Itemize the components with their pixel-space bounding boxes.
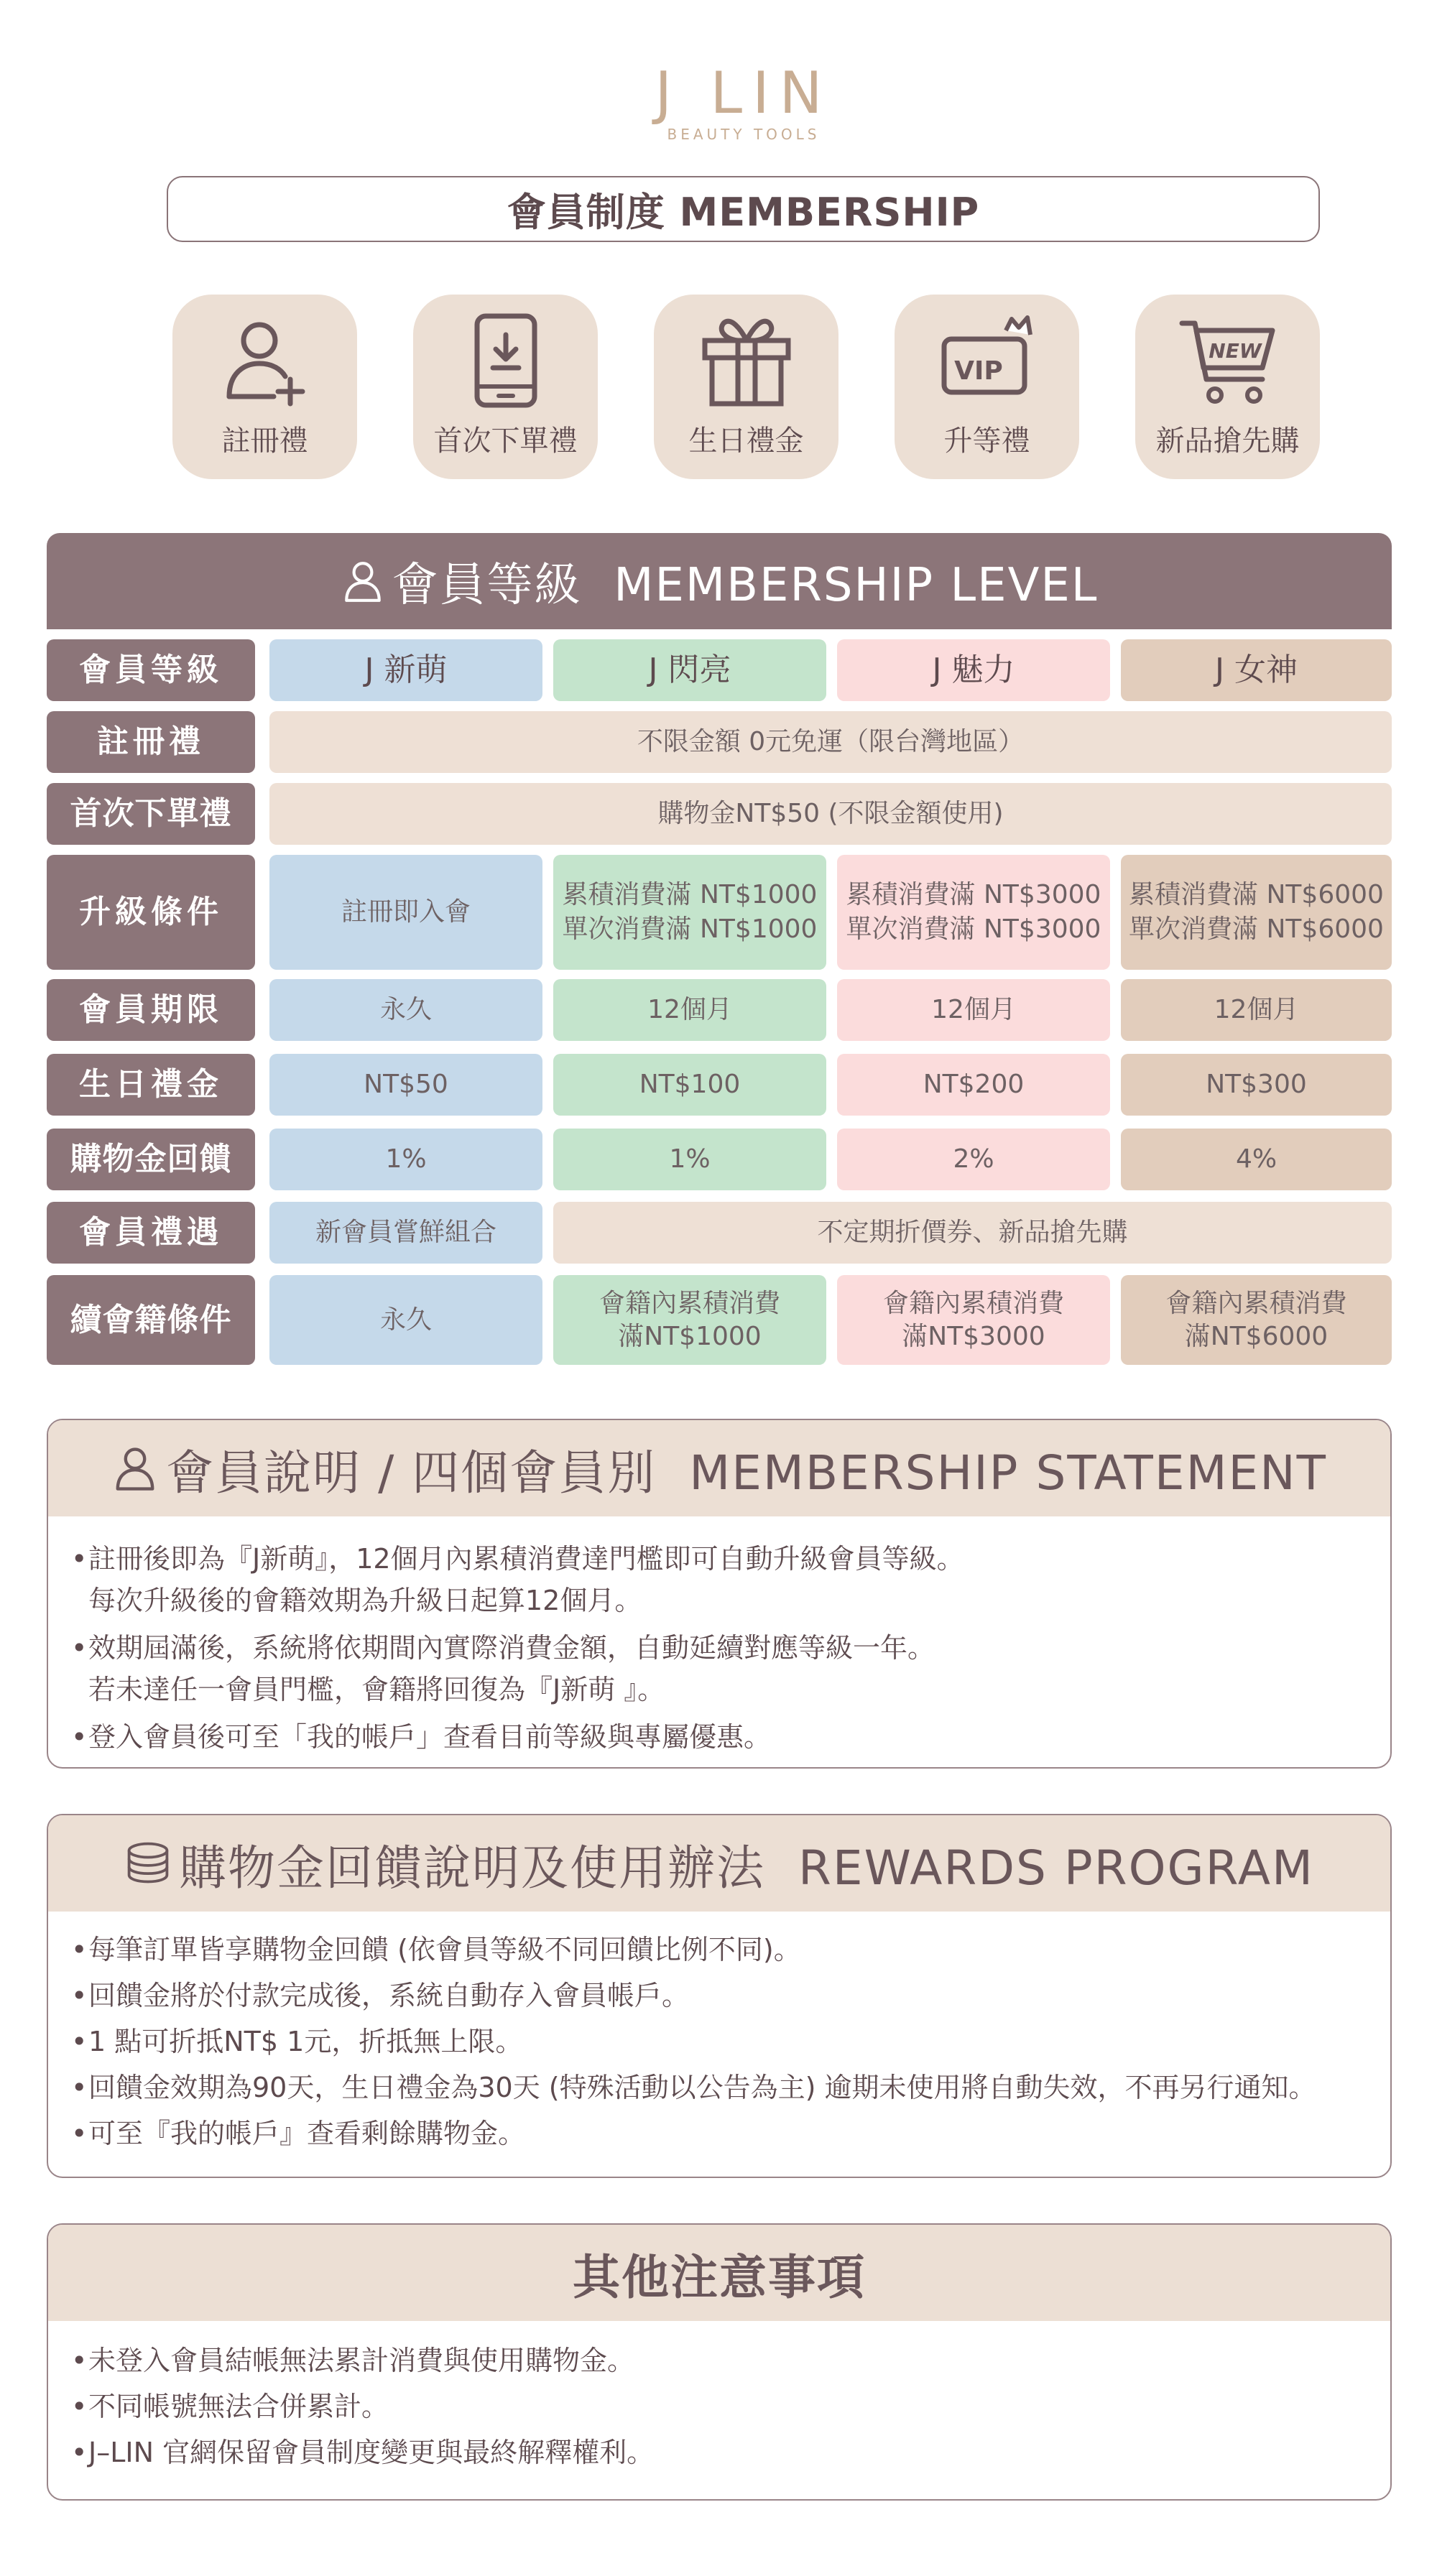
row-header: 生日禮金	[47, 1054, 255, 1116]
level-header: J 新萌	[269, 639, 542, 701]
table-cell	[553, 855, 826, 970]
row-header: 會員禮遇	[47, 1202, 255, 1264]
list-item: • 1 點可折抵NT$ 1元，折抵無上限。	[71, 2021, 1390, 2062]
list-item: • 回饋金將於付款完成後，系統自動存入會員帳戶。	[71, 1975, 1390, 2016]
cell-line: 會籍內累積消費	[882, 1288, 1064, 1318]
section-header	[48, 2225, 1390, 2321]
list-item: • 每筆訂單皆享購物金回饋 (依會員等級不同回饋比例不同)。	[71, 1929, 1390, 1970]
table-cell: 註冊即入會	[269, 855, 542, 970]
table-cell	[837, 855, 1110, 970]
cell-line: 累積消費滿 NT$6000	[1129, 880, 1384, 909]
cell-line: 滿NT$1000	[618, 1321, 762, 1351]
table-cell: 1%	[553, 1129, 826, 1190]
table-cell: 12個月	[553, 979, 826, 1041]
cell-line: 會籍內累積消費	[1165, 1288, 1347, 1318]
other-notes-section	[47, 2223, 1392, 2501]
coins-icon	[124, 1840, 172, 1887]
item-line: 每次升級後的會籍效期為升級日起算12個月。	[88, 1585, 642, 1616]
item-line: 註冊後即為『J新萌』，12個月內累積消費達門檻即可自動升級會員等級。	[88, 1543, 964, 1575]
table-cell: 12個月	[837, 979, 1110, 1041]
benefit-birthday	[654, 295, 838, 479]
svg-text:VIP: VIP	[953, 356, 1003, 386]
cell-line: 滿NT$3000	[902, 1321, 1045, 1351]
item-text: J–LIN 官網保留會員制度變更與最終解釋權利。	[88, 2437, 655, 2468]
row-header: 購物金回饋	[47, 1129, 255, 1190]
page-title: 會員制度 MEMBERSHIP	[167, 176, 1320, 242]
svg-text:NEW: NEW	[1208, 339, 1262, 363]
list-item: • 回饋金效期為90天，生日禮金為30天 (特殊活動以公告為主) 逾期未使用將自動失效，不再另行通知。	[71, 2067, 1390, 2108]
table-cell: NT$100	[553, 1054, 826, 1116]
mobile-download-icon	[456, 310, 556, 411]
item-line: 效期屆滿後，系統將依期間內實際消費金額，自動延續對應等級一年。	[88, 1632, 935, 1664]
row-header: 會員期限	[47, 979, 255, 1041]
table-cell	[553, 1275, 826, 1365]
table-cell: 不定期折價券、新品搶先購	[553, 1202, 1392, 1264]
cell-line: 單次消費滿 NT$1000	[562, 914, 818, 944]
benefit-new-product	[1135, 295, 1320, 479]
item-text: 回饋金效期為90天，生日禮金為30天 (特殊活動以公告為主) 逾期未使用將自動失效，不再另行通知。	[88, 2072, 1316, 2103]
bullet: •	[71, 1543, 88, 1575]
list-item: • 未登入會員結帳無法累計消費與使用購物金。	[71, 2340, 1390, 2381]
row-header: 升級條件	[47, 855, 255, 970]
table-cell: 2%	[837, 1129, 1110, 1190]
table-cell	[1121, 1275, 1392, 1365]
new-cart-icon	[1178, 310, 1278, 411]
section-body	[48, 1516, 1390, 1758]
level-header: J 閃亮	[553, 639, 826, 701]
benefit-register	[172, 295, 357, 479]
section-body	[48, 1912, 1390, 2154]
cell-line: 累積消費滿 NT$3000	[846, 880, 1101, 909]
benefit-label: 首次下單禮	[433, 425, 578, 458]
list-item: • 不同帳號無法合併累計。	[71, 2386, 1390, 2427]
item-text: 每筆訂單皆享購物金回饋 (依會員等級不同回饋比例不同)。	[88, 1934, 801, 1965]
section-title: 購物金回饋說明及使用辦法 REWARDS PROGRAM	[179, 1840, 1314, 1896]
table-cell: 永久	[269, 1275, 542, 1365]
rewards-program-section	[47, 1814, 1392, 2178]
list-item	[71, 1627, 1390, 1710]
item-text: 可至『我的帳戶』查看剩餘購物金。	[88, 2118, 526, 2149]
logo-sub-text: BEAUTY TOOLS	[667, 126, 821, 143]
bullet: •	[71, 1632, 88, 1664]
table-cell: 4%	[1121, 1129, 1392, 1190]
list-item: • J–LIN 官網保留會員制度變更與最終解釋權利。	[71, 2432, 1390, 2473]
table-cell: 永久	[269, 979, 542, 1041]
benefit-label: 新品搶先購	[1155, 425, 1300, 458]
logo-main-text: J LIN	[655, 60, 833, 126]
membership-statement-section	[47, 1419, 1392, 1769]
table-cell: NT$50	[269, 1054, 542, 1116]
cell-line: 累積消費滿 NT$1000	[562, 880, 818, 909]
benefit-label: 生日禮金	[688, 425, 804, 458]
list-item: • 可至『我的帳戶』查看剩餘購物金。	[71, 2113, 1390, 2154]
benefit-upgrade	[895, 295, 1079, 479]
section-header	[48, 1420, 1390, 1516]
table-cell: 新會員嘗鮮組合	[269, 1202, 542, 1264]
cell-line: 單次消費滿 NT$6000	[1129, 914, 1384, 944]
row-header: 首次下單禮	[47, 783, 255, 845]
item-line: 若未達任一會員門檻，會籍將回復為『J新萌 』。	[88, 1674, 665, 1705]
item-line: 登入會員後可至「我的帳戶」查看目前等級與專屬優惠。	[88, 1721, 772, 1753]
benefit-label: 升等禮	[943, 425, 1030, 458]
list-item	[71, 1538, 1390, 1621]
section-header	[48, 1815, 1390, 1912]
list-item	[71, 1716, 1390, 1758]
vip-icon	[937, 310, 1038, 411]
section-title: 會員說明 / 四個會員別 MEMBERSHIP STATEMENT	[166, 1445, 1327, 1501]
gift-icon	[696, 310, 797, 411]
row-header: 續會籍條件	[47, 1275, 255, 1365]
section-body	[48, 2321, 1390, 2473]
banner-title: 會員等級 MEMBERSHIP LEVEL	[392, 559, 1099, 612]
table-cell: NT$200	[837, 1054, 1110, 1116]
benefit-label: 註冊禮	[221, 425, 308, 458]
table-cell	[837, 1275, 1110, 1365]
brand-logo	[647, 61, 841, 143]
table-cell: 12個月	[1121, 979, 1392, 1041]
user-icon	[111, 1445, 159, 1492]
cell-line: 會籍內累積消費	[599, 1288, 780, 1318]
level-header: J 女神	[1121, 639, 1392, 701]
level-header: J 魅力	[837, 639, 1110, 701]
table-cell: 不限金額 0元免運（限台灣地區）	[269, 711, 1392, 773]
table-cell: NT$300	[1121, 1054, 1392, 1116]
cell-line: 滿NT$6000	[1184, 1321, 1329, 1351]
add-user-icon	[215, 310, 315, 411]
membership-level-banner	[47, 533, 1392, 629]
row-header: 註冊禮	[47, 711, 255, 773]
item-text: 回饋金將於付款完成後，系統自動存入會員帳戶。	[88, 1980, 690, 2011]
table-cell: 1%	[269, 1129, 542, 1190]
bullet: •	[71, 1721, 88, 1753]
table-cell: 購物金NT$50 (不限金額使用)	[269, 783, 1392, 845]
cell-line: 單次消費滿 NT$3000	[846, 914, 1101, 944]
item-text: 未登入會員結帳無法累計消費與使用購物金。	[88, 2345, 635, 2376]
user-icon	[341, 559, 385, 603]
benefit-first-order	[413, 295, 598, 479]
item-text: 不同帳號無法合併累計。	[88, 2391, 389, 2422]
item-text: 1 點可折抵NT$ 1元，折抵無上限。	[88, 2026, 523, 2057]
table-cell	[1121, 855, 1392, 970]
row-header: 會員等級	[47, 639, 255, 701]
section-title: 其他注意事項	[573, 2249, 866, 2305]
